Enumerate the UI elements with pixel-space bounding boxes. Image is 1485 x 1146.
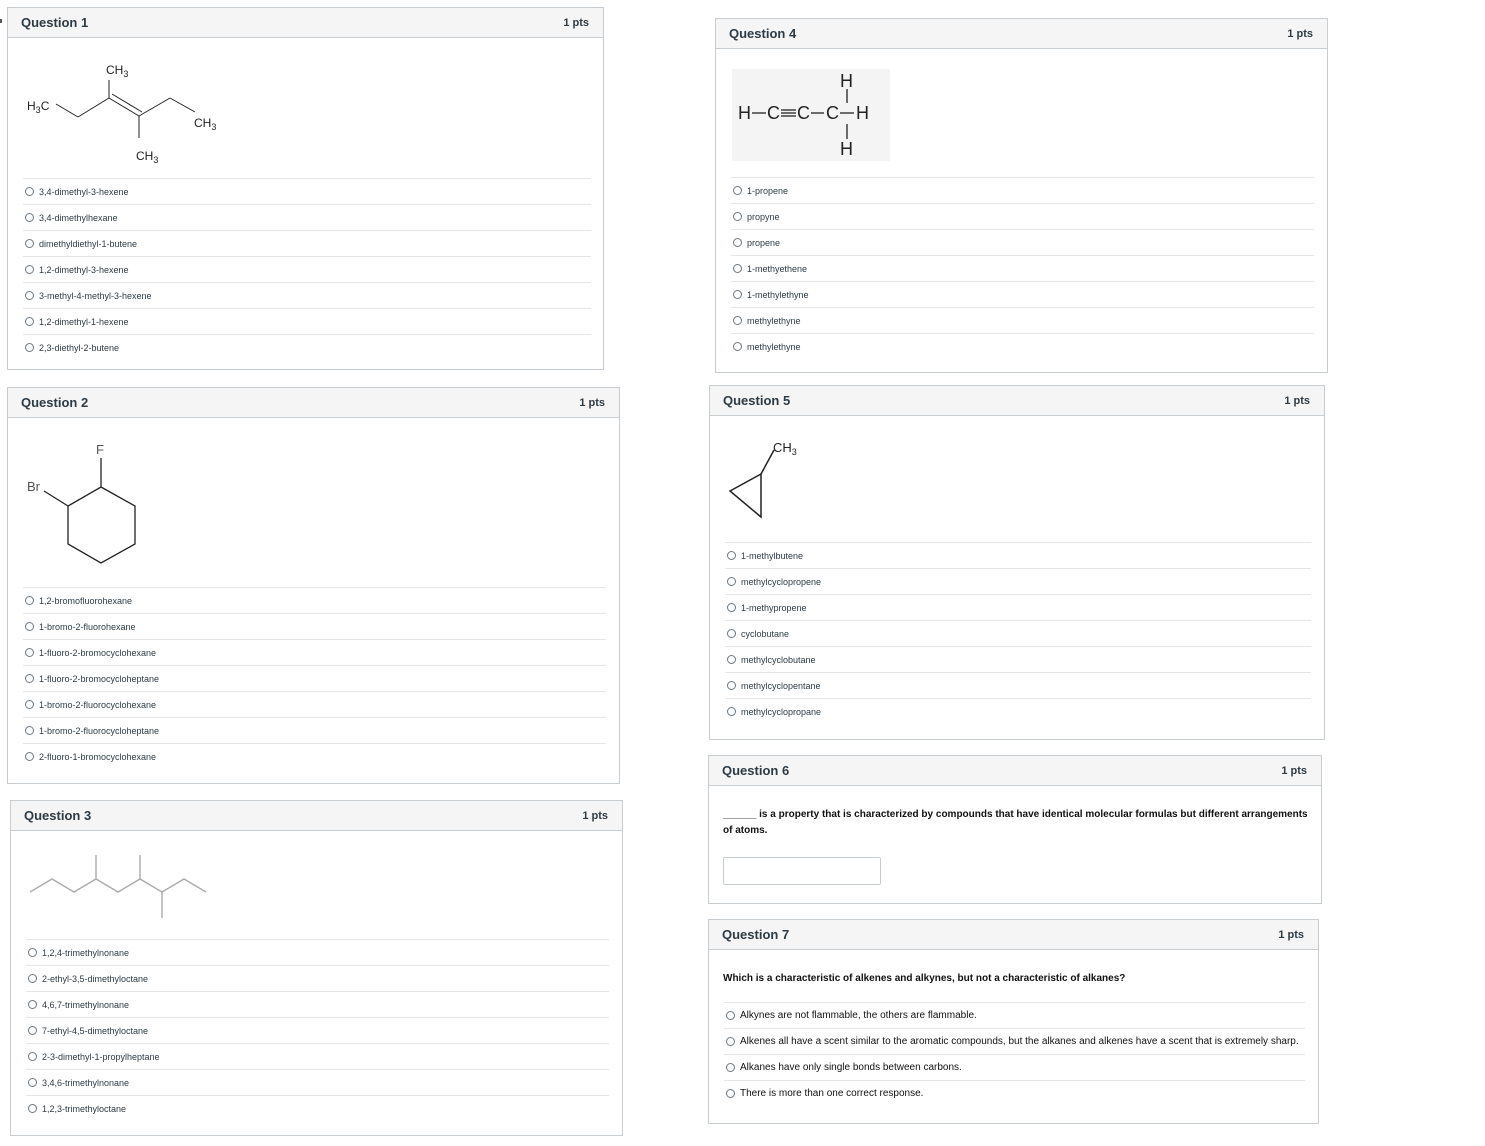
question-title: Question 4 xyxy=(729,26,797,41)
answer-label: 1-methylethyne xyxy=(747,289,809,300)
answer-label: propene xyxy=(747,237,781,248)
answer-option[interactable] xyxy=(731,203,1314,229)
answer-option[interactable] xyxy=(23,613,606,639)
answer-label: 1-bromo-2-fluorocycloheptane xyxy=(39,725,160,736)
answer-option[interactable] xyxy=(725,568,1311,594)
radio-button[interactable] xyxy=(25,213,34,222)
answer-option[interactable] xyxy=(23,308,591,334)
question-points: 1 pts xyxy=(563,16,589,29)
radio-button[interactable] xyxy=(726,1037,735,1046)
answer-list xyxy=(731,177,1314,359)
answer-label: 1-fluoro-2-bromocycloheptane xyxy=(39,673,160,684)
answer-label: 3,4,6-trimethylnonane xyxy=(42,1077,130,1088)
radio-button[interactable] xyxy=(28,974,37,983)
answer-option[interactable] xyxy=(731,255,1314,281)
answer-label: 1-propene xyxy=(747,185,789,196)
answer-label: 3,4-dimethyl-3-hexene xyxy=(39,186,129,197)
answer-option[interactable] xyxy=(23,639,606,665)
radio-button[interactable] xyxy=(733,212,742,221)
answer-option[interactable] xyxy=(26,1069,609,1095)
answer-label: methylcyclopentane xyxy=(741,680,821,691)
answer-option[interactable] xyxy=(725,542,1311,568)
answer-option[interactable] xyxy=(23,743,606,769)
answer-option[interactable] xyxy=(731,177,1314,203)
answer-option[interactable] xyxy=(23,717,606,743)
label-ch3-top: $CH_3$ xyxy=(106,63,129,79)
radio-button[interactable] xyxy=(28,948,37,957)
answer-label: 1-methyethene xyxy=(747,263,808,274)
label-ch3-bottom: $CH_3$ xyxy=(136,149,159,165)
answer-label: methylcyclopropane xyxy=(741,706,822,717)
radio-button[interactable] xyxy=(733,290,742,299)
question-text: Which is a characteristic of alkenes and alkynes, but not a characteristic of alkanes? xyxy=(723,973,1126,984)
answer-label: methylethyne xyxy=(747,341,801,352)
radio-button[interactable] xyxy=(25,239,34,248)
answer-option[interactable] xyxy=(731,229,1314,255)
answer-text-input[interactable] xyxy=(723,857,881,885)
answer-list xyxy=(26,939,609,1121)
radio-button[interactable] xyxy=(727,681,736,690)
question-3-card xyxy=(10,800,623,1136)
answer-label: 3,4-dimethylhexane xyxy=(39,212,118,223)
label-c1: C xyxy=(767,103,780,123)
radio-button[interactable] xyxy=(28,1078,37,1087)
answer-label: 1-bromo-2-fluorohexane xyxy=(39,621,136,632)
answer-option[interactable] xyxy=(23,256,591,282)
answer-option[interactable] xyxy=(731,333,1314,359)
question-header xyxy=(11,801,622,831)
question-points: 1 pts xyxy=(1278,928,1304,941)
question-header xyxy=(710,386,1324,416)
question-text-main: is a property that is characterized by compounds that have identical molecular formulas but different arrangements xyxy=(756,809,1308,820)
answer-list xyxy=(23,587,606,769)
answer-option[interactable] xyxy=(26,965,609,991)
answer-list xyxy=(725,542,1311,724)
question-text-tail: of atoms. xyxy=(723,825,768,836)
question-header xyxy=(8,388,619,418)
radio-button[interactable] xyxy=(733,316,742,325)
answer-option[interactable] xyxy=(724,1080,1305,1106)
answer-option[interactable] xyxy=(731,281,1314,307)
question-2-card xyxy=(7,387,620,784)
radio-button[interactable] xyxy=(25,752,34,761)
radio-button[interactable] xyxy=(733,264,742,273)
label-br: Br xyxy=(27,479,40,494)
answer-label: 1,2,4-trimethylnonane xyxy=(42,947,130,958)
label-h-bottom: H xyxy=(840,139,853,159)
radio-button[interactable] xyxy=(733,238,742,247)
answer-label: Alkanes have only single bonds between carbons. xyxy=(740,1062,962,1073)
answer-option[interactable] xyxy=(23,691,606,717)
structure-image xyxy=(8,38,268,178)
answer-option[interactable] xyxy=(26,939,609,965)
answer-label: 2-3-dimethyl-1-propylheptane xyxy=(42,1051,160,1062)
answer-label: There is more than one correct response. xyxy=(740,1088,924,1099)
answer-option[interactable] xyxy=(23,282,591,308)
radio-button[interactable] xyxy=(25,596,34,605)
radio-button[interactable] xyxy=(726,1063,735,1072)
answer-label: methylethyne xyxy=(747,315,801,326)
radio-button[interactable] xyxy=(727,655,736,664)
radio-button[interactable] xyxy=(25,187,34,196)
question-header xyxy=(709,920,1318,950)
structure-image xyxy=(710,416,850,526)
answer-option[interactable] xyxy=(724,1002,1305,1028)
question-points: 1 pts xyxy=(582,809,608,822)
radio-button[interactable] xyxy=(726,1011,735,1020)
radio-button[interactable] xyxy=(25,674,34,683)
label-h3c: $H_3C$ xyxy=(27,99,50,115)
structure-image xyxy=(8,418,208,578)
question-title: Question 5 xyxy=(723,393,791,408)
question-points: 1 pts xyxy=(1287,27,1313,40)
question-points: 1 pts xyxy=(579,396,605,409)
question-5-card xyxy=(709,385,1325,740)
radio-button[interactable] xyxy=(28,1026,37,1035)
radio-button[interactable] xyxy=(28,1000,37,1009)
question-header xyxy=(8,8,603,38)
answer-label: Alkynes are not flammable, the others are flammable. xyxy=(740,1010,977,1021)
radio-button[interactable] xyxy=(733,186,742,195)
answer-option[interactable] xyxy=(731,307,1314,333)
question-points: 1 pts xyxy=(1284,394,1310,407)
answer-option[interactable] xyxy=(724,1028,1305,1054)
answer-option[interactable] xyxy=(23,334,591,360)
fill-in-blank: ______ xyxy=(723,809,757,820)
answer-label: methylcyclobutane xyxy=(741,654,816,665)
question-title: Question 7 xyxy=(722,927,790,942)
answer-label: 1-bromo-2-fluorocyclohexane xyxy=(39,699,157,710)
answer-option[interactable] xyxy=(23,204,591,230)
answer-option[interactable] xyxy=(26,991,609,1017)
answer-option[interactable] xyxy=(26,1043,609,1069)
answer-label: 1-methylbutene xyxy=(741,550,804,561)
radio-button[interactable] xyxy=(727,707,736,716)
structure-image xyxy=(732,69,890,161)
question-header xyxy=(709,756,1321,786)
answer-option[interactable] xyxy=(725,646,1311,672)
answer-label: cyclobutane xyxy=(741,628,790,639)
answer-option[interactable] xyxy=(26,1017,609,1043)
answer-option[interactable] xyxy=(724,1054,1305,1080)
answer-label: 1,2-dimethyl-1-hexene xyxy=(39,316,129,327)
edge-artifact xyxy=(0,19,2,23)
question-title: Question 3 xyxy=(24,808,92,823)
label-h-left: H xyxy=(738,103,751,123)
question-title: Question 6 xyxy=(722,763,790,778)
question-text xyxy=(723,807,1313,839)
structure-image xyxy=(11,831,231,931)
radio-button[interactable] xyxy=(25,726,34,735)
answer-option[interactable] xyxy=(725,594,1311,620)
radio-button[interactable] xyxy=(28,1104,37,1113)
question-7-card xyxy=(708,919,1319,1124)
answer-list xyxy=(724,1002,1305,1106)
answer-label: 2-ethyl-3,5-dimethyloctane xyxy=(42,973,149,984)
answer-option[interactable] xyxy=(23,587,606,613)
radio-button[interactable] xyxy=(733,342,742,351)
radio-button[interactable] xyxy=(25,291,34,300)
answer-list xyxy=(23,178,591,360)
label-ch3: $CH_3$ xyxy=(773,440,797,457)
answer-label: 2,3-diethyl-2-butene xyxy=(39,342,120,353)
label-h-top: H xyxy=(840,71,853,91)
radio-button[interactable] xyxy=(726,1089,735,1098)
answer-label: propyne xyxy=(747,211,780,222)
answer-option[interactable] xyxy=(725,672,1311,698)
radio-button[interactable] xyxy=(25,343,34,352)
label-h-right: H xyxy=(856,103,869,123)
answer-option[interactable] xyxy=(26,1095,609,1121)
answer-option[interactable] xyxy=(725,620,1311,646)
answer-label: 1,2-dimethyl-3-hexene xyxy=(39,264,129,275)
radio-button[interactable] xyxy=(25,265,34,274)
radio-button[interactable] xyxy=(727,603,736,612)
answer-label: 1-fluoro-2-bromocyclohexane xyxy=(39,647,157,658)
radio-button[interactable] xyxy=(727,551,736,560)
radio-button[interactable] xyxy=(25,648,34,657)
answer-option[interactable] xyxy=(23,178,591,204)
answer-label: dimethyldiethyl-1-butene xyxy=(39,238,138,249)
answer-label: 1,2,3-trimethyloctane xyxy=(42,1103,127,1114)
answer-label: methylcyclopropene xyxy=(741,576,822,587)
label-c2: C xyxy=(797,103,810,123)
answer-option[interactable] xyxy=(23,230,591,256)
label-c3: C xyxy=(826,103,839,123)
label-ch3-right: $CH_3$ xyxy=(194,116,217,132)
radio-button[interactable] xyxy=(28,1052,37,1061)
answer-label: 1-methypropene xyxy=(741,602,807,613)
question-4-card xyxy=(715,18,1328,373)
answer-label: Alkenes all have a scent similar to the aromatic compounds, but the alkanes and alkenes have a scent that is extremely sharp. xyxy=(740,1036,1299,1047)
question-header xyxy=(716,19,1327,49)
answer-label: 1,2-bromofluorohexane xyxy=(39,595,133,606)
answer-option[interactable] xyxy=(725,698,1311,724)
radio-button[interactable] xyxy=(727,629,736,638)
question-title: Question 1 xyxy=(21,15,89,30)
radio-button[interactable] xyxy=(25,700,34,709)
question-1-card xyxy=(7,7,604,370)
answer-label: 7-ethyl-4,5-dimethyloctane xyxy=(42,1025,149,1036)
answer-label: 3-methyl-4-methyl-3-hexene xyxy=(39,290,152,301)
answer-label: 2-fluoro-1-bromocyclohexane xyxy=(39,751,157,762)
answer-label: 4,6,7-trimethylnonane xyxy=(42,999,130,1010)
label-f: F xyxy=(96,442,104,457)
radio-button[interactable] xyxy=(25,622,34,631)
radio-button[interactable] xyxy=(727,577,736,586)
question-title: Question 2 xyxy=(21,395,89,410)
question-6-card xyxy=(708,755,1322,904)
radio-button[interactable] xyxy=(25,317,34,326)
question-points: 1 pts xyxy=(1281,764,1307,777)
answer-option[interactable] xyxy=(23,665,606,691)
